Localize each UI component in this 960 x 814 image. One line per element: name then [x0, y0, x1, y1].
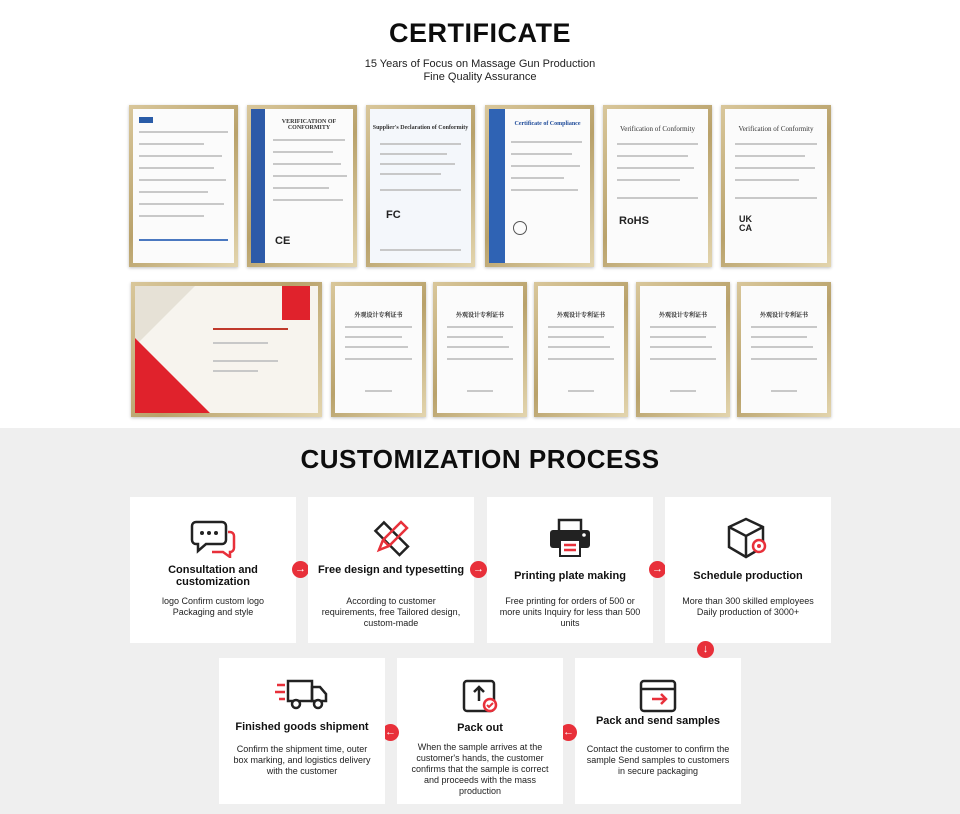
certificate-doc[interactable] [129, 105, 238, 267]
process-step-production [665, 497, 831, 643]
certificate-heading: 外观设计专利证书 [658, 313, 707, 319]
certificate-heading: Certificate of Compliance [514, 121, 581, 127]
delivery-truck-icon [219, 672, 385, 718]
certificate-doc[interactable] [485, 105, 594, 267]
design-award-certificate[interactable] [131, 282, 322, 417]
package-arrow-icon [575, 672, 741, 718]
certificate-paper [135, 286, 318, 413]
certificate-doc[interactable] [603, 105, 712, 267]
certificate-heading: VERIFICATION OF CONFORMITY [281, 119, 337, 131]
patent-certificate[interactable] [433, 282, 527, 417]
process-step-pack-samples [575, 658, 741, 804]
step-description: logo Confirm custom logo Packaging and style [161, 596, 265, 617]
process-title: CUSTOMIZATION PROCESS [300, 444, 660, 474]
process-step-shipment [219, 658, 385, 804]
process-step-pack-out [397, 658, 563, 804]
certificate-paper [370, 109, 471, 263]
certificate-paper [437, 286, 523, 413]
certificate-subtitle-1: 15 Years of Focus on Massage Gun Production [364, 58, 596, 70]
certificate-paper [725, 109, 827, 263]
certificate-paper [640, 286, 726, 413]
step-title: Finished goods shipment [235, 721, 369, 733]
step-title: Pack and send samples [595, 715, 721, 727]
arrow-down-icon: ↓ [697, 641, 714, 658]
step-title: Consultation and customization [168, 564, 258, 588]
arrow-right-icon: → [292, 561, 309, 578]
patent-certificate[interactable] [737, 282, 831, 417]
step-description: More than 300 skilled employees Daily production of 3000+ [682, 596, 814, 617]
certificate-doc[interactable] [721, 105, 831, 267]
arrow-right-icon: → [649, 561, 666, 578]
chat-bubbles-icon [130, 515, 296, 561]
step-description: Confirm the shipment time, outer box marking, and logistics delivery with the customer [233, 744, 371, 776]
step-title: Schedule production [693, 570, 803, 582]
fcc-mark: FC [386, 209, 401, 221]
certificate-doc[interactable] [366, 105, 475, 267]
certificate-paper [251, 109, 353, 263]
step-description: Contact the customer to confirm the sample Send samples to customers in secure packaging [586, 744, 730, 776]
step-title: Pack out [457, 722, 503, 734]
patent-certificate[interactable] [636, 282, 730, 417]
patent-certificate[interactable] [534, 282, 628, 417]
certificate-paper [741, 286, 827, 413]
certificate-heading: Supplier's Declaration of Conformity [372, 125, 469, 131]
process-step-consultation [130, 497, 296, 643]
pencil-ruler-icon [308, 515, 474, 561]
certificate-paper [489, 109, 590, 263]
arrow-right-icon: → [470, 561, 487, 578]
printer-icon [487, 515, 653, 561]
rohs-mark: RoHS [619, 215, 649, 227]
step-description: When the sample arrives at the customer's hands, the customer confirms that the sample is correct and proceeds with the mass production [411, 742, 549, 796]
certificate-subtitle-2: Fine Quality Assurance [423, 71, 537, 83]
customization-process-section [0, 428, 960, 814]
arrow-left-icon: ← [560, 724, 577, 741]
certificate-heading: Verification of Conformity [738, 125, 814, 133]
certificate-paper [538, 286, 624, 413]
certificate-title: CERTIFICATE [389, 18, 571, 48]
unbox-check-icon [397, 672, 563, 718]
patent-certificate[interactable] [331, 282, 426, 417]
certificate-heading: 外观设计专利证书 [354, 313, 403, 319]
certificate-doc[interactable] [247, 105, 357, 267]
certificate-heading: 外观设计专利证书 [556, 313, 605, 319]
box-gear-icon [665, 515, 831, 561]
arrow-left-icon: ← [382, 724, 399, 741]
certificate-paper [607, 109, 708, 263]
certificate-heading: Verification of Conformity [619, 125, 696, 133]
step-description: Free printing for orders of 500 or more units Inquiry for less than 500 units [499, 596, 641, 628]
process-step-printing [487, 497, 653, 643]
certificate-paper [133, 109, 234, 263]
certificate-paper [335, 286, 422, 413]
process-step-design [308, 497, 474, 643]
certificate-heading: 外观设计专利证书 [759, 313, 808, 319]
step-title: Free design and typesetting [317, 564, 465, 576]
ukca-mark: UK CA [739, 214, 752, 233]
step-title: Printing plate making [514, 570, 626, 582]
ce-mark: CE [275, 235, 291, 247]
step-description: According to customer requirements, free Tailored design, custom-made [321, 596, 461, 628]
certificate-heading: 外观设计专利证书 [455, 313, 504, 319]
